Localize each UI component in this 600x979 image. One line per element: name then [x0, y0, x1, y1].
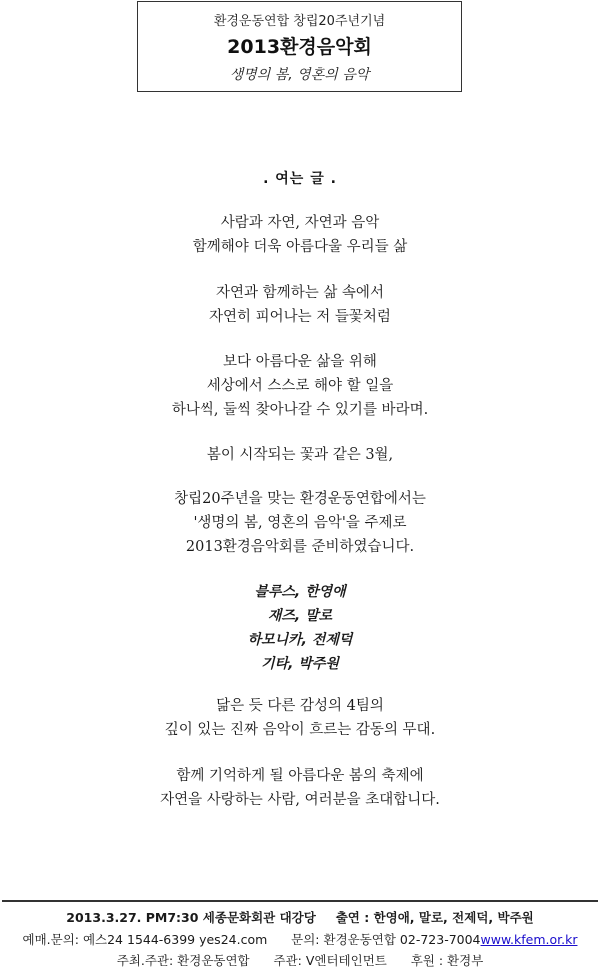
stanza-2 [0, 281, 600, 329]
stanza-line: 닮은 듯 다른 감성의 4팀의 [216, 698, 384, 714]
stanza-line: 함께 기억하게 될 아름다운 봄의 축제에 [176, 768, 424, 784]
stanza-line: 하나씩, 둘씩 찾아나갈 수 있기를 바라며. [171, 402, 429, 418]
stanza-8 [0, 764, 600, 812]
performer-item: 하모니카, 전제덕 [247, 632, 353, 648]
sponsor-info: 후원 : 환경부 [410, 953, 484, 968]
stanza-3 [0, 350, 600, 422]
stanza-4 [0, 443, 600, 467]
performer-item: 블루스, 한영애 [254, 584, 346, 600]
stanza-line: 봄이 시작되는 꽃과 같은 3월, [206, 447, 394, 463]
performer-item: 재즈, 말로 [267, 608, 333, 624]
title-box [137, 1, 462, 92]
stanza-line: '생명의 봄, 영혼의 음악'을 주제로 [193, 515, 407, 531]
stanza-line: 세상에서 스스로 해야 할 일을 [206, 378, 394, 394]
footer-credits-line [0, 951, 600, 969]
stanza-1 [0, 211, 600, 259]
event-datetime-venue: 2013.3.27. PM7:30 세종문화회관 대강당 [66, 910, 316, 925]
stanza-line: 자연히 피어나는 저 들꽃처럼 [209, 309, 391, 325]
organization-line: 환경운동연합 창립20주년기념 [213, 14, 386, 29]
stanza-line: 사람과 자연, 자연과 음악 [220, 215, 380, 231]
footer-event-line [0, 908, 600, 926]
stanza-5 [0, 487, 600, 559]
footer-performers: 출연 : 한영애, 말로, 전제덕, 박주원 [335, 910, 534, 925]
stanza-7 [0, 694, 600, 742]
footer-contact-line [0, 930, 600, 948]
organizer-info: 주관: V엔터테인먼트 [273, 953, 387, 968]
host-info: 주최.주관: 환경운동연합 [116, 953, 250, 968]
concert-title: 2013환경음악회 [227, 36, 372, 58]
stanza-line: 창립20주년을 맞는 환경운동연합에서는 [174, 491, 426, 507]
stanza-line: 자연을 사랑하는 사람, 여러분을 초대합니다. [160, 792, 440, 808]
stanza-line: 자연과 함께하는 삶 속에서 [216, 285, 384, 301]
website-link[interactable]: www.kfem.or.kr [480, 932, 578, 947]
opening-heading: . 여는 글 . [263, 171, 337, 187]
stanza-line: 깊이 있는 진짜 음악이 흐르는 감동의 무대. [164, 722, 436, 738]
performer-item: 기타, 박주원 [261, 656, 339, 672]
stanza-line: 보다 아름다운 삶을 위해 [223, 354, 377, 370]
stanza-line: 2013환경음악회를 준비하였습니다. [185, 539, 415, 555]
inquiry-info: 문의: 환경운동연합 02-723-7004 [291, 932, 481, 947]
footer-divider [2, 900, 598, 902]
stanza-line: 함께해야 더욱 아름다울 우리들 삶 [192, 239, 408, 255]
ticket-info: 예매.문의: 예스24 1544-6399 yes24.com [22, 932, 268, 947]
concert-subtitle: 생명의 봄, 영혼의 음악 [229, 67, 370, 83]
performer-list [0, 580, 600, 676]
